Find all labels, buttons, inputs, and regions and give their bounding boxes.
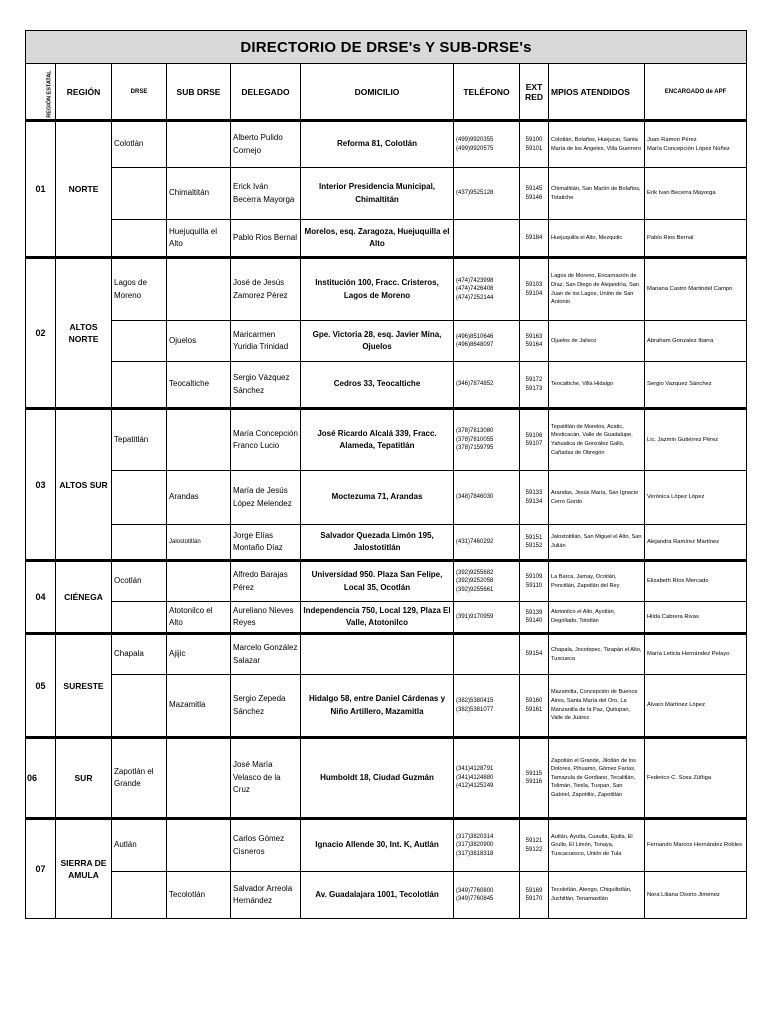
domicilio-cell: Hidalgo 58, entre Daniel Cárdenas y Niño Artillero, Mazamitla (301, 675, 454, 738)
drse-cell: Autlán (112, 819, 167, 872)
mpios-cell: Chapala, Jocotepec, Tizapán el Alto, Tuxcueca (549, 634, 645, 675)
telefono-cell: (474)7423998 (474)7426408 (474)7252144 (454, 258, 520, 321)
sub-drse-cell: Ajijic (167, 634, 231, 675)
telefono-cell: (391)9170959 (454, 602, 520, 634)
region-number: 03 (26, 409, 56, 561)
table-row (26, 819, 747, 872)
region-name: ALTOS NORTE (56, 258, 112, 409)
table-row (26, 409, 747, 471)
directory-table (25, 30, 747, 919)
domicilio-cell: Institución 100, Fracc. Cristeros, Lagos de Moreno (301, 258, 454, 321)
drse-cell (112, 872, 167, 919)
region-number: 02 (26, 258, 56, 409)
telefono-cell: (378)7813080 (378)7810055 (378)7159795 (454, 409, 520, 471)
domicilio-cell: Independencia 750, Local 129, Plaza El Valle, Atotonilco (301, 602, 454, 634)
telefono-cell: (341)4128791 (341)4124880 (412)4125249 (454, 738, 520, 819)
encargado-cell: María Leticia Hernández Pelayo (645, 634, 747, 675)
ext-red-cell: 59103 59104 (520, 258, 549, 321)
table-row (26, 525, 747, 561)
drse-cell: Lagos de Moreno (112, 258, 167, 321)
document-title: DIRECTORIO DE DRSE's Y SUB-DRSE's (26, 31, 747, 64)
telefono-cell: (496)8510646 (496)8648097 (454, 321, 520, 362)
region-number: 01 (26, 121, 56, 258)
domicilio-cell: Salvador Quezada Limón 195, Jalostotitlán (301, 525, 454, 561)
table-row (26, 634, 747, 675)
delegado-cell: Alberto Pulido Cornejo (231, 121, 301, 168)
sub-drse-cell: Arandas (167, 471, 231, 525)
telefono-cell: (499)9920355 (499)9920575 (454, 121, 520, 168)
encargado-cell: Sergio Vazquez Sánchez (645, 362, 747, 409)
table-row (26, 321, 747, 362)
table-row (26, 602, 747, 634)
ext-red-cell: 59109 59110 (520, 561, 549, 602)
region-name: SUR (56, 738, 112, 819)
delegado-cell: Carlos Gómez Cisneros (231, 819, 301, 872)
mpios-cell: La Barca, Jamay, Ocotlán, Poncitlán, Zapotlán del Rey (549, 561, 645, 602)
header-encargado-apf: ENCARGADO de APF (645, 64, 747, 121)
drse-cell (112, 471, 167, 525)
table-row (26, 738, 747, 819)
ext-red-cell: 59139 59140 (520, 602, 549, 634)
ext-red-cell: 59169 59170 (520, 872, 549, 919)
ext-red-cell: 59115 59116 (520, 738, 549, 819)
encargado-cell: Mariana Castro Martindel Campo (645, 258, 747, 321)
mpios-cell: Huejuquilla el Alto, Mezquitic (549, 220, 645, 258)
encargado-cell: Juan Ramon Pérez María Concepción López Núñez (645, 121, 747, 168)
ext-red-cell: 59145 59146 (520, 168, 549, 220)
table-row (26, 675, 747, 738)
domicilio-cell: Universidad 950. Plaza San Felipe, Local 35, Ocotlán (301, 561, 454, 602)
delegado-cell: José María Velasco de la Cruz (231, 738, 301, 819)
drse-cell (112, 675, 167, 738)
drse-cell: Colotlán (112, 121, 167, 168)
drse-cell (112, 220, 167, 258)
mpios-cell: Teocaltiche, Villa Hidalgo (549, 362, 645, 409)
sub-drse-cell (167, 258, 231, 321)
sub-drse-cell (167, 121, 231, 168)
delegado-cell: Alfredo Barajas Pérez (231, 561, 301, 602)
header-mpios-atendidos: MPIOS ATENDIDOS (549, 64, 645, 121)
sub-drse-cell (167, 738, 231, 819)
mpios-cell: Mazamitla, Concepción de Buenos Aires, Santa María del Oro, La Manzanilla de la Paz, Quitupan, Valle de Juárez (549, 675, 645, 738)
encargado-cell: Nora Liliana Osorio Jiménez (645, 872, 747, 919)
delegado-cell: María Concepción Franco Lucio (231, 409, 301, 471)
delegado-cell: Pablo Rios Bernal (231, 220, 301, 258)
header-region: REGIÓN (56, 64, 112, 121)
ext-red-cell: 59184 (520, 220, 549, 258)
mpios-cell: Tepatitlán de Morelos, Acatic, Mexticacán, Valle de Guadalupe, Yahualica de González Gallo, Cañadas de Obregón (549, 409, 645, 471)
header-domicilio: DOMICILIO (301, 64, 454, 121)
sub-drse-cell: Jalostotitlán (167, 525, 231, 561)
delegado-cell: Sergio Zepeda Sánchez (231, 675, 301, 738)
sub-drse-cell: Atotonilco el Alto (167, 602, 231, 634)
domicilio-cell (301, 634, 454, 675)
table-row (26, 872, 747, 919)
ext-red-cell: 59163 59164 (520, 321, 549, 362)
mpios-cell: Ojuelos de Jalisco (549, 321, 645, 362)
telefono-cell (454, 634, 520, 675)
telefono-cell: (431)7460292 (454, 525, 520, 561)
domicilio-cell: Morelos, esq. Zaragoza, Huejuquilla el Alto (301, 220, 454, 258)
encargado-cell: Abraham Gonzalez Ibarra (645, 321, 747, 362)
header-row (26, 64, 747, 121)
region-name: ALTOS SUR (56, 409, 112, 561)
region-number: 05 (26, 634, 56, 738)
telefono-cell (454, 220, 520, 258)
encargado-cell: Hilda Cabrera Rivas (645, 602, 747, 634)
ext-red-cell: 59121 59122 (520, 819, 549, 872)
drse-cell: Tepatitlán (112, 409, 167, 471)
ext-red-cell: 59151 59152 (520, 525, 549, 561)
delegado-cell: Maricarmen Yuridia Trinidad (231, 321, 301, 362)
directory-body (26, 121, 747, 919)
sub-drse-cell: Ojuelos (167, 321, 231, 362)
drse-cell (112, 168, 167, 220)
encargado-cell: Alejandra Ramírez Martínez (645, 525, 747, 561)
mpios-cell: Chimaltitán, San Martín de Bolaños, Totatiche (549, 168, 645, 220)
domicilio-cell: Humboldt 18, Ciudad Guzmán (301, 738, 454, 819)
domicilio-cell: Interior Presidencia Municipal, Chimaltitán (301, 168, 454, 220)
encargado-cell: Pablo Rios Bernal (645, 220, 747, 258)
delegado-cell: José de Jesús Zamorez Pérez (231, 258, 301, 321)
drse-cell: Chapala (112, 634, 167, 675)
table-row (26, 561, 747, 602)
sub-drse-cell: Mazamitla (167, 675, 231, 738)
sub-drse-cell (167, 561, 231, 602)
telefono-cell: (349)7760800 (349)7760845 (454, 872, 520, 919)
ext-red-cell: 59172 59173 (520, 362, 549, 409)
table-row (26, 362, 747, 409)
domicilio-cell: José Ricardo Alcalá 339, Fracc. Alameda, Tepatitlán (301, 409, 454, 471)
header-drse: DRSE (112, 64, 167, 121)
region-number: 04 (26, 561, 56, 634)
encargado-cell: Federico C. Sosa Zúñiga (645, 738, 747, 819)
region-number: 07 (26, 819, 56, 919)
sub-drse-cell: Tecolotlán (167, 872, 231, 919)
delegado-cell: Salvador Arreola Hernández (231, 872, 301, 919)
ext-red-cell: 59100 59101 (520, 121, 549, 168)
directory-document (25, 30, 746, 919)
delegado-cell: María de Jesús López Melendez (231, 471, 301, 525)
telefono-cell: (346)7874852 (454, 362, 520, 409)
domicilio-cell: Cedros 33, Teocaltiche (301, 362, 454, 409)
drse-cell (112, 321, 167, 362)
mpios-cell: Tecolotlán, Atengo, Chiquilistlán, Juchitlán, Tenamaxtlán (549, 872, 645, 919)
ext-red-cell: 59160 59161 (520, 675, 549, 738)
header-telefono: TELÉFONO (454, 64, 520, 121)
delegado-cell: Marcelo González Salazar (231, 634, 301, 675)
encargado-cell: Fernando Marcos Hernández Robles (645, 819, 747, 872)
telefono-cell: (348)7846030 (454, 471, 520, 525)
table-row (26, 258, 747, 321)
table-row (26, 121, 747, 168)
mpios-cell: Jalostotitlán, San Miguel el Alto, San Julián (549, 525, 645, 561)
table-row (26, 168, 747, 220)
region-number: 06 (26, 738, 56, 819)
region-name: SIERRA DE AMULA (56, 819, 112, 919)
header-region-estatal: REGIÓN ESTATAL (26, 64, 56, 121)
mpios-cell: Atotonilco el Alto, Ayotlán, Degollado, Tototlán (549, 602, 645, 634)
ext-red-cell: 59133 59134 (520, 471, 549, 525)
sub-drse-cell: Chimaltitán (167, 168, 231, 220)
region-name: SURESTE (56, 634, 112, 738)
mpios-cell: Lagos de Moreno, Encarnación de Díaz, San Diego de Alejandría, San Juan de los Lagos, Unión de San Antonio (549, 258, 645, 321)
encargado-cell: Lic. Jazmin Gutiérrez Pérez (645, 409, 747, 471)
header-delegado: DELEGADO (231, 64, 301, 121)
mpios-cell: Autlán, Ayutla, Cuautla, Ejutla, El Grullo, El Limón, Tonaya, Tuxcacuesco, Unión de Tula (549, 819, 645, 872)
encargado-cell: Elizabeth Ríos Mercado (645, 561, 747, 602)
domicilio-cell: Av. Guadalajara 1001, Tecolotlán (301, 872, 454, 919)
telefono-cell: (382)5380415 (382)5381077 (454, 675, 520, 738)
delegado-cell: Aureliano Nieves Reyes (231, 602, 301, 634)
drse-cell (112, 362, 167, 409)
delegado-cell: Sergio Vázquez Sánchez (231, 362, 301, 409)
encargado-cell: Álvaro Martínez López (645, 675, 747, 738)
domicilio-cell: Reforma 81, Colotlán (301, 121, 454, 168)
table-row (26, 471, 747, 525)
drse-cell (112, 602, 167, 634)
drse-cell: Zapotlán el Grande (112, 738, 167, 819)
ext-red-cell: 59106 59107 (520, 409, 549, 471)
ext-red-cell: 59154 (520, 634, 549, 675)
mpios-cell: Colotlán, Bolaños, Huejucar, Santa María de los Ángeles, Villa Guerrero (549, 121, 645, 168)
header-sub-drse: SUB DRSE (167, 64, 231, 121)
region-name: NORTE (56, 121, 112, 258)
mpios-cell: Zapotlán el Grande, Jilotlán de los Dolores, Pihuamo, Gómez Farías, Tamazula de Gordiano, Tecalitlán, Tolimán, Tonila, Tuxpan, San Gabriel, Zapotiltic, Zapotitlán (549, 738, 645, 819)
sub-drse-cell (167, 409, 231, 471)
telefono-cell: (317)3820314 (317)3820900 (317)3818318 (454, 819, 520, 872)
sub-drse-cell (167, 819, 231, 872)
domicilio-cell: Ignacio Allende 30, Int. K, Autlán (301, 819, 454, 872)
sub-drse-cell: Teocaltiche (167, 362, 231, 409)
encargado-cell: Erik Ivan Becerra Mayorga (645, 168, 747, 220)
drse-cell: Ocotlán (112, 561, 167, 602)
region-name: CIÉNEGA (56, 561, 112, 634)
sub-drse-cell: Huejuquilla el Alto (167, 220, 231, 258)
drse-cell (112, 525, 167, 561)
encargado-cell: Verónica López López (645, 471, 747, 525)
telefono-cell: (437)9525128 (454, 168, 520, 220)
delegado-cell: Jorge Elías Montaño Díaz (231, 525, 301, 561)
delegado-cell: Erick Iván Becerra Mayorga (231, 168, 301, 220)
mpios-cell: Arandas, Jesús María, San Ignacio Cerro Gordo (549, 471, 645, 525)
domicilio-cell: Moctezuma 71, Arandas (301, 471, 454, 525)
domicilio-cell: Gpe. Victoria 28, esq. Javier Mina, Ojuelos (301, 321, 454, 362)
telefono-cell: (392)9255682 (392)9252058 (392)9255661 (454, 561, 520, 602)
table-row (26, 220, 747, 258)
header-ext-red: EXT RED (520, 64, 549, 121)
